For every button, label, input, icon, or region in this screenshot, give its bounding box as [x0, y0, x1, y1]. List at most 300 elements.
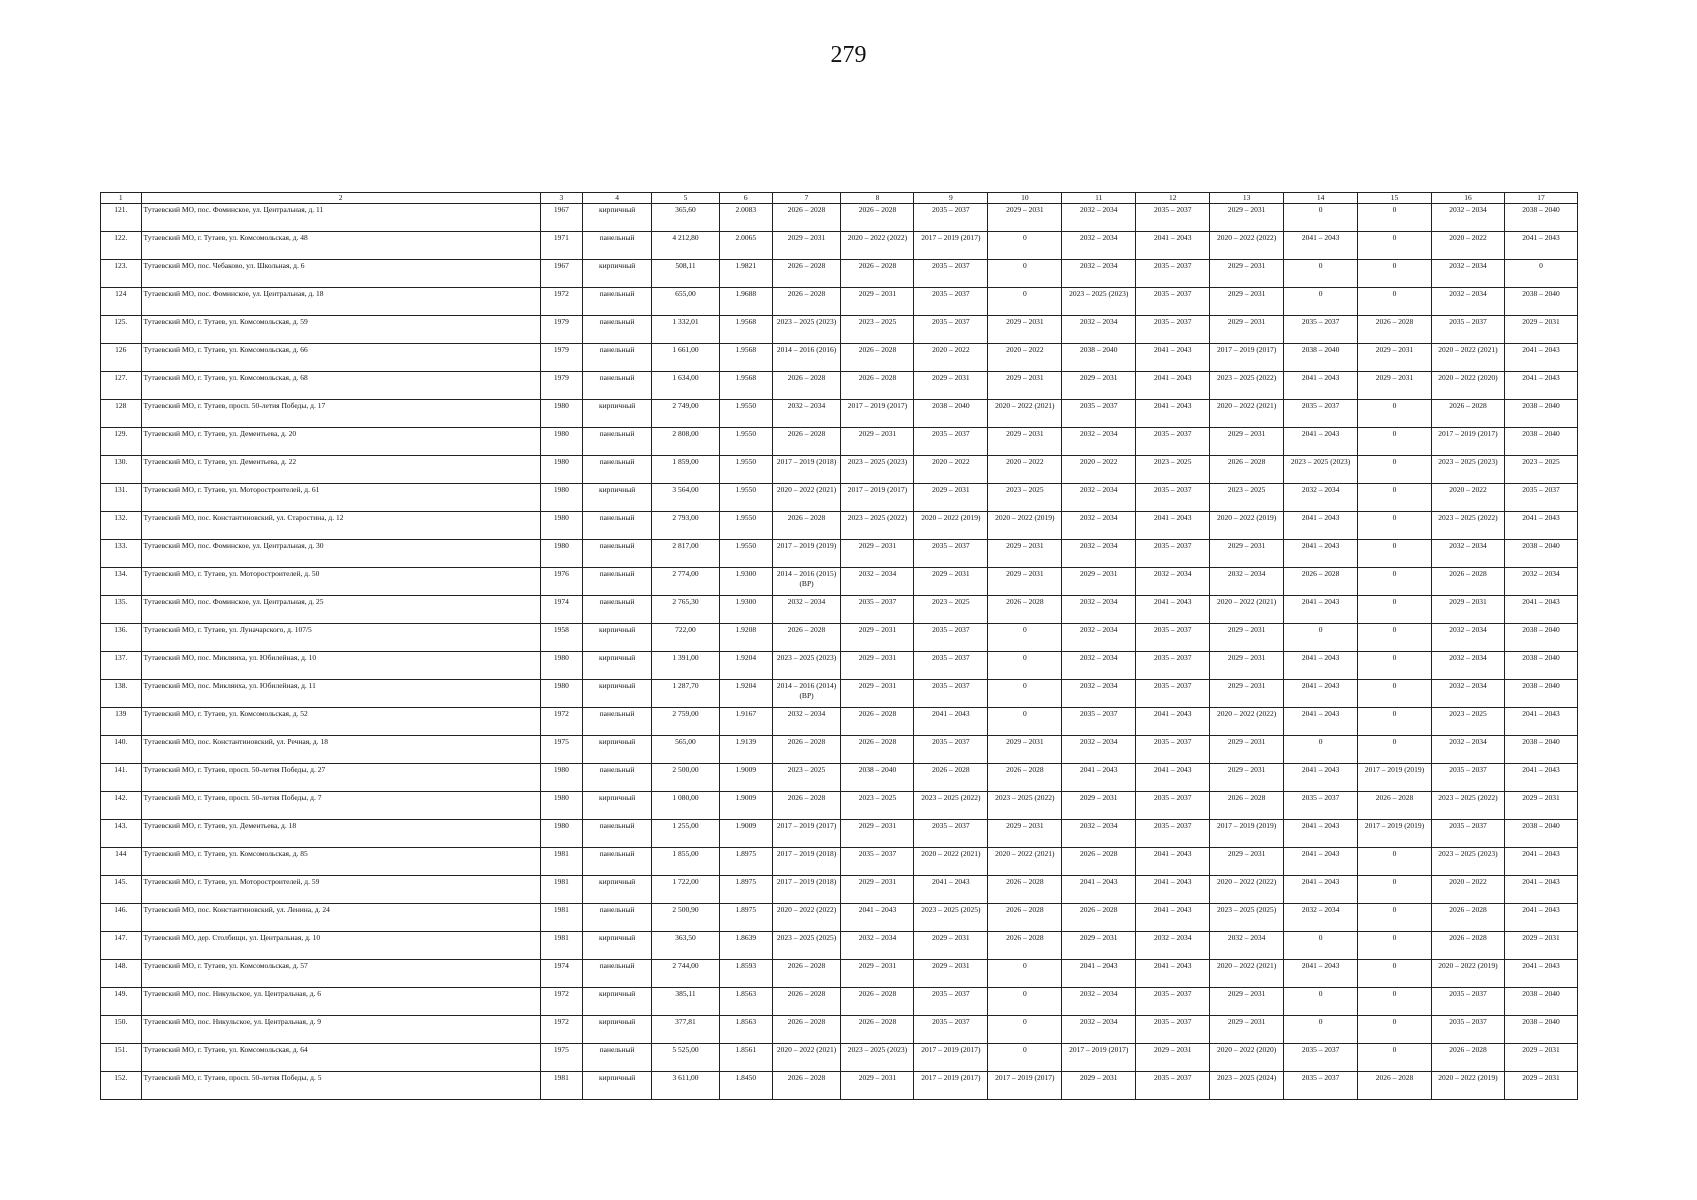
table-cell: 0: [988, 680, 1062, 708]
address-cell: Тутаевский МО, пос. Фоминское, ул. Центральная, д. 25: [141, 596, 540, 624]
table-cell: 0: [1358, 960, 1432, 988]
table-cell: 2032 – 2034: [1062, 512, 1136, 540]
table-cell: 1 634,00: [652, 372, 720, 400]
table-cell: 2041 – 2043: [1284, 764, 1358, 792]
table-cell: 2035 – 2037: [1136, 204, 1210, 232]
table-cell: панельный: [583, 596, 652, 624]
table-cell: 2029 – 2031: [1210, 988, 1284, 1016]
table-cell: 2035 – 2037: [1284, 316, 1358, 344]
table-row: [101, 680, 1578, 708]
table-cell: 2041 – 2043: [1062, 960, 1136, 988]
table-cell: 2026 – 2028: [772, 512, 841, 540]
table-cell: 1.9550: [719, 456, 772, 484]
table-cell: 2029 – 2031: [1358, 372, 1432, 400]
table-cell: 2035 – 2037: [1136, 288, 1210, 316]
table-row: [101, 960, 1578, 988]
table-cell: 2026 – 2028: [988, 876, 1062, 904]
table-cell: 4 212,80: [652, 232, 720, 260]
table-cell: кирпичный: [583, 736, 652, 764]
table-cell: 2023 – 2025 (2022): [1431, 792, 1504, 820]
table-cell: 134.: [101, 568, 142, 596]
table-row: [101, 1044, 1578, 1072]
address-cell: Тутаевский МО, пос. Фоминское, ул. Центральная, д. 30: [141, 540, 540, 568]
table-row: [101, 1072, 1578, 1100]
table-cell: 1.9550: [719, 428, 772, 456]
table-cell: 2 765,30: [652, 596, 720, 624]
table-cell: 125.: [101, 316, 142, 344]
table-cell: 2014 – 2016 (2016): [772, 344, 841, 372]
table-cell: 1.9568: [719, 316, 772, 344]
table-cell: 2023 – 2025 (2022): [1210, 372, 1284, 400]
table-cell: 2026 – 2028: [772, 1016, 841, 1044]
table-cell: 2029 – 2031: [988, 820, 1062, 848]
table-cell: 1.8563: [719, 988, 772, 1016]
table-cell: 0: [1358, 484, 1432, 512]
table-cell: 1.9204: [719, 652, 772, 680]
table-row: [101, 708, 1578, 736]
table-cell: 2041 – 2043: [1284, 372, 1358, 400]
table-cell: 2026 – 2028: [841, 204, 914, 232]
table-cell: 2020 – 2022: [1062, 456, 1136, 484]
table-cell: 2029 – 2031: [841, 428, 914, 456]
table-cell: 2035 – 2037: [914, 316, 988, 344]
table-cell: 2041 – 2043: [1504, 344, 1577, 372]
table-cell: 2041 – 2043: [1504, 848, 1577, 876]
table-cell: 2029 – 2031: [1062, 568, 1136, 596]
table-cell: 2032 – 2034: [1431, 260, 1504, 288]
table-cell: 2032 – 2034: [1062, 484, 1136, 512]
table-cell: 0: [1358, 624, 1432, 652]
address-cell: Тутаевский МО, пос. Микляиха, ул. Юбилейная, д. 11: [141, 680, 540, 708]
table-cell: 2038 – 2040: [1504, 400, 1577, 428]
table-cell: 2035 – 2037: [1431, 820, 1504, 848]
table-cell: 2017 – 2019 (2017): [841, 484, 914, 512]
address-cell: Тутаевский МО, дер. Столбищи, ул. Центральная, д. 10: [141, 932, 540, 960]
table-row: [101, 540, 1578, 568]
table-cell: панельный: [583, 764, 652, 792]
table-cell: 2.0083: [719, 204, 772, 232]
table-cell: 1972: [540, 988, 583, 1016]
table-cell: 1979: [540, 344, 583, 372]
table-cell: 2035 – 2037: [1431, 988, 1504, 1016]
table-cell: 1.9300: [719, 568, 772, 596]
address-cell: Тутаевский МО, пос. Константиновский, ул. Ленина, д. 24: [141, 904, 540, 932]
table-cell: 142.: [101, 792, 142, 820]
table-cell: 2026 – 2028: [772, 1072, 841, 1100]
table-cell: 2041 – 2043: [1504, 596, 1577, 624]
table-cell: 2023 – 2025 (2022): [914, 792, 988, 820]
table-cell: 2023 – 2025 (2025): [1210, 904, 1284, 932]
table-cell: 0: [988, 1044, 1062, 1072]
table-cell: 2023 – 2025: [914, 596, 988, 624]
column-header: 1: [101, 193, 142, 204]
table-cell: 127.: [101, 372, 142, 400]
table-cell: 2029 – 2031: [1210, 540, 1284, 568]
table-cell: 2020 – 2022 (2021): [914, 848, 988, 876]
table-cell: 2020 – 2022 (2019): [1431, 1072, 1504, 1100]
table-cell: 2020 – 2022 (2022): [1210, 876, 1284, 904]
address-cell: Тутаевский МО, г. Тутаев, ул. Комсомольская, д. 48: [141, 232, 540, 260]
table-cell: 2041 – 2043: [1504, 708, 1577, 736]
table-cell: 148.: [101, 960, 142, 988]
table-cell: 0: [1358, 708, 1432, 736]
table-cell: 152.: [101, 1072, 142, 1100]
table-cell: 146.: [101, 904, 142, 932]
table-cell: 2038 – 2040: [1504, 988, 1577, 1016]
table-cell: 1.8639: [719, 932, 772, 960]
table-cell: 1.9300: [719, 596, 772, 624]
table-cell: 0: [988, 260, 1062, 288]
table-cell: 1.9167: [719, 708, 772, 736]
table-cell: 2 749,00: [652, 400, 720, 428]
table-cell: 2041 – 2043: [1504, 764, 1577, 792]
table-cell: 2032 – 2034: [1431, 652, 1504, 680]
table-cell: 2041 – 2043: [1136, 372, 1210, 400]
column-header: 4: [583, 193, 652, 204]
table-cell: 2029 – 2031: [988, 316, 1062, 344]
table-cell: 2017 – 2019 (2017): [1062, 1044, 1136, 1072]
table-row: [101, 904, 1578, 932]
table-cell: 2017 – 2019 (2017): [841, 400, 914, 428]
table-cell: 2026 – 2028: [772, 288, 841, 316]
address-cell: Тутаевский МО, г. Тутаев, ул. Комсомольская, д. 85: [141, 848, 540, 876]
table-cell: 1975: [540, 736, 583, 764]
table-cell: 2041 – 2043: [914, 708, 988, 736]
table-cell: 2029 – 2031: [841, 540, 914, 568]
table-cell: 2032 – 2034: [1062, 1016, 1136, 1044]
table-cell: 2020 – 2022: [1431, 232, 1504, 260]
table-cell: 2023 – 2025 (2023): [841, 1044, 914, 1072]
table-cell: 2035 – 2037: [1504, 484, 1577, 512]
table-cell: 2032 – 2034: [1431, 624, 1504, 652]
table-cell: 2035 – 2037: [1136, 680, 1210, 708]
table-cell: 2020 – 2022 (2021): [1210, 400, 1284, 428]
table-row: [101, 1016, 1578, 1044]
table-cell: 1.9568: [719, 344, 772, 372]
table-cell: 2026 – 2028: [1062, 848, 1136, 876]
table-cell: 1980: [540, 540, 583, 568]
table-cell: 1981: [540, 1072, 583, 1100]
table-cell: 0: [1284, 624, 1358, 652]
address-cell: Тутаевский МО, г. Тутаев, просп. 50-летия Победы, д. 5: [141, 1072, 540, 1100]
table-cell: кирпичный: [583, 680, 652, 708]
table-cell: 129.: [101, 428, 142, 456]
table-cell: 565,00: [652, 736, 720, 764]
table-cell: 2041 – 2043: [1284, 708, 1358, 736]
table-cell: 2029 – 2031: [988, 540, 1062, 568]
table-cell: 2032 – 2034: [1062, 540, 1136, 568]
table-cell: 2020 – 2022 (2021): [988, 400, 1062, 428]
table-cell: 2023 – 2025: [841, 316, 914, 344]
table-cell: 2041 – 2043: [1504, 232, 1577, 260]
table-cell: 0: [988, 1016, 1062, 1044]
table-cell: 2035 – 2037: [1136, 316, 1210, 344]
table-cell: 2020 – 2022 (2021): [772, 1044, 841, 1072]
table-cell: 2029 – 2031: [1210, 624, 1284, 652]
column-header: 16: [1431, 193, 1504, 204]
table-cell: 2023 – 2025 (2025): [914, 904, 988, 932]
table-cell: 0: [988, 988, 1062, 1016]
table-cell: 2035 – 2037: [914, 428, 988, 456]
table-cell: 0: [1358, 456, 1432, 484]
table-cell: 2032 – 2034: [1062, 680, 1136, 708]
table-cell: 1981: [540, 932, 583, 960]
table-cell: 2026 – 2028: [841, 372, 914, 400]
table-cell: 0: [1284, 932, 1358, 960]
table-cell: 2020 – 2022 (2022): [841, 232, 914, 260]
table-cell: 2038 – 2040: [1284, 344, 1358, 372]
table-row: [101, 400, 1578, 428]
table-cell: панельный: [583, 568, 652, 596]
table-row: [101, 316, 1578, 344]
table-cell: 1967: [540, 260, 583, 288]
table-cell: 1.8561: [719, 1044, 772, 1072]
table-cell: 0: [1358, 876, 1432, 904]
table-cell: 2035 – 2037: [1062, 708, 1136, 736]
table-cell: 3 611,00: [652, 1072, 720, 1100]
table-cell: 2029 – 2031: [772, 232, 841, 260]
table-cell: 1.9568: [719, 372, 772, 400]
table-cell: панельный: [583, 820, 652, 848]
table-cell: 1980: [540, 652, 583, 680]
table-cell: 130.: [101, 456, 142, 484]
table-cell: 2017 – 2019 (2017): [988, 1072, 1062, 1100]
table-cell: 2038 – 2040: [1504, 820, 1577, 848]
table-cell: 2029 – 2031: [1504, 1044, 1577, 1072]
table-cell: 2035 – 2037: [1136, 988, 1210, 1016]
table-cell: 1.9208: [719, 624, 772, 652]
table-cell: 2029 – 2031: [914, 932, 988, 960]
table-cell: 1.9009: [719, 792, 772, 820]
table-cell: 2032 – 2034: [1136, 932, 1210, 960]
table-cell: 2017 – 2019 (2018): [772, 876, 841, 904]
table-cell: 1 859,00: [652, 456, 720, 484]
table-cell: 1.8975: [719, 904, 772, 932]
table-row: [101, 876, 1578, 904]
table-cell: 2032 – 2034: [1136, 568, 1210, 596]
table-cell: 1.9204: [719, 680, 772, 708]
table-row: [101, 736, 1578, 764]
table-cell: 655,00: [652, 288, 720, 316]
table-row: [101, 288, 1578, 316]
table-cell: 2035 – 2037: [1136, 1072, 1210, 1100]
table-cell: 0: [1358, 1044, 1432, 1072]
address-cell: Тутаевский МО, пос. Никульское, ул. Центральная, д. 9: [141, 1016, 540, 1044]
table-cell: 144: [101, 848, 142, 876]
table-row: [101, 820, 1578, 848]
table-cell: 2032 – 2034: [1062, 260, 1136, 288]
table-cell: 2041 – 2043: [1136, 344, 1210, 372]
column-header: 13: [1210, 193, 1284, 204]
table-cell: 2032 – 2034: [1062, 624, 1136, 652]
table-cell: 1976: [540, 568, 583, 596]
table-cell: 1 287,70: [652, 680, 720, 708]
table-cell: 0: [1504, 260, 1577, 288]
table-cell: 0: [1358, 428, 1432, 456]
table-cell: 2035 – 2037: [914, 288, 988, 316]
table-cell: 2023 – 2025 (2023): [1431, 848, 1504, 876]
table-cell: 2029 – 2031: [841, 288, 914, 316]
table-cell: 2041 – 2043: [1136, 764, 1210, 792]
table-cell: 2020 – 2022: [1431, 484, 1504, 512]
table-cell: 2026 – 2028: [1062, 904, 1136, 932]
address-cell: Тутаевский МО, г. Тутаев, ул. Моторостроителей, д. 50: [141, 568, 540, 596]
table-cell: 2035 – 2037: [914, 1016, 988, 1044]
column-header: 11: [1062, 193, 1136, 204]
table-row: [101, 204, 1578, 232]
table-cell: 2035 – 2037: [1136, 540, 1210, 568]
table-cell: 2026 – 2028: [1210, 792, 1284, 820]
table-cell: 2041 – 2043: [1136, 400, 1210, 428]
table-cell: 2026 – 2028: [772, 428, 841, 456]
table-cell: кирпичный: [583, 932, 652, 960]
table-cell: 2029 – 2031: [914, 372, 988, 400]
table-cell: 2017 – 2019 (2017): [914, 1044, 988, 1072]
table-cell: 140.: [101, 736, 142, 764]
table-cell: 0: [1358, 736, 1432, 764]
table-cell: 2032 – 2034: [1062, 988, 1136, 1016]
table-cell: 2020 – 2022: [914, 456, 988, 484]
column-header: 5: [652, 193, 720, 204]
table-cell: 2023 – 2025: [841, 792, 914, 820]
table-row: [101, 484, 1578, 512]
address-cell: Тутаевский МО, г. Тутаев, ул. Дементьева, д. 22: [141, 456, 540, 484]
table-cell: 2032 – 2034: [1431, 288, 1504, 316]
table-cell: 2020 – 2022 (2022): [1210, 232, 1284, 260]
table-cell: 2041 – 2043: [1284, 680, 1358, 708]
table-cell: 1980: [540, 400, 583, 428]
table-cell: 2029 – 2031: [988, 568, 1062, 596]
table-cell: 2029 – 2031: [1504, 316, 1577, 344]
table-row: [101, 848, 1578, 876]
table-cell: 2035 – 2037: [1136, 1016, 1210, 1044]
table-cell: 2 500,90: [652, 904, 720, 932]
column-header: 17: [1504, 193, 1577, 204]
table-cell: 2041 – 2043: [1062, 764, 1136, 792]
table-cell: панельный: [583, 428, 652, 456]
column-header: 3: [540, 193, 583, 204]
table-cell: 2020 – 2022 (2020): [1431, 372, 1504, 400]
table-cell: 0: [1284, 1016, 1358, 1044]
table-cell: 2029 – 2031: [1210, 652, 1284, 680]
table-cell: 2023 – 2025 (2023): [841, 456, 914, 484]
table-cell: 1974: [540, 960, 583, 988]
table-cell: 2026 – 2028: [1210, 456, 1284, 484]
table-cell: 2020 – 2022 (2021): [1431, 344, 1504, 372]
table-cell: 2035 – 2037: [914, 260, 988, 288]
table-cell: 2032 – 2034: [1431, 680, 1504, 708]
table-row: [101, 568, 1578, 596]
table-cell: 2029 – 2031: [1504, 792, 1577, 820]
table-cell: панельный: [583, 232, 652, 260]
table-cell: 139: [101, 708, 142, 736]
table-cell: 2026 – 2028: [1358, 792, 1432, 820]
table-cell: 149.: [101, 988, 142, 1016]
table-cell: 0: [1358, 288, 1432, 316]
table-cell: 2032 – 2034: [1062, 736, 1136, 764]
table-cell: 2023 – 2025 (2023): [772, 316, 841, 344]
table-cell: 2023 – 2025: [1136, 456, 1210, 484]
table-cell: 2035 – 2037: [1062, 400, 1136, 428]
table-cell: панельный: [583, 960, 652, 988]
table-cell: 133.: [101, 540, 142, 568]
table-cell: 1980: [540, 484, 583, 512]
table-row: [101, 428, 1578, 456]
table-cell: 2026 – 2028: [988, 764, 1062, 792]
table-cell: 2035 – 2037: [1136, 484, 1210, 512]
address-cell: Тутаевский МО, г. Тутаев, ул. Комсомольская, д. 52: [141, 708, 540, 736]
table-cell: 1 391,00: [652, 652, 720, 680]
table-cell: 2029 – 2031: [841, 876, 914, 904]
table-cell: 0: [1358, 988, 1432, 1016]
table-cell: панельный: [583, 372, 652, 400]
table-cell: кирпичный: [583, 624, 652, 652]
address-cell: Тутаевский МО, г. Тутаев, просп. 50-летия Победы, д. 17: [141, 400, 540, 428]
table-cell: 722,00: [652, 624, 720, 652]
table-cell: 2032 – 2034: [1431, 204, 1504, 232]
table-cell: 2038 – 2040: [1504, 680, 1577, 708]
table-cell: 0: [988, 288, 1062, 316]
table-cell: 2023 – 2025: [988, 484, 1062, 512]
table-cell: 2035 – 2037: [1136, 792, 1210, 820]
table-cell: 2032 – 2034: [1062, 596, 1136, 624]
table-cell: 2026 – 2028: [914, 764, 988, 792]
table-cell: панельный: [583, 512, 652, 540]
table-cell: 2017 – 2019 (2017): [914, 1072, 988, 1100]
address-cell: Тутаевский МО, пос. Константиновский, ул. Старостина, д. 12: [141, 512, 540, 540]
table-cell: 2017 – 2019 (2018): [772, 848, 841, 876]
table-cell: 0: [1358, 680, 1432, 708]
table-cell: 2023 – 2025 (2023): [1431, 456, 1504, 484]
table-row: [101, 764, 1578, 792]
column-header: 2: [141, 193, 540, 204]
table-cell: 2035 – 2037: [1136, 428, 1210, 456]
table-cell: 2026 – 2028: [772, 204, 841, 232]
table-cell: 2029 – 2031: [1136, 1044, 1210, 1072]
table-cell: 1972: [540, 288, 583, 316]
table-cell: 0: [1284, 288, 1358, 316]
table-cell: 2032 – 2034: [1062, 232, 1136, 260]
header-row: [101, 193, 1578, 204]
table-cell: 2 793,00: [652, 512, 720, 540]
table-cell: 123.: [101, 260, 142, 288]
table-cell: 128: [101, 400, 142, 428]
table-cell: кирпичный: [583, 1016, 652, 1044]
table-cell: 1967: [540, 204, 583, 232]
address-cell: Тутаевский МО, г. Тутаев, просп. 50-летия Победы, д. 7: [141, 792, 540, 820]
table-cell: 2041 – 2043: [1136, 848, 1210, 876]
table-cell: 132.: [101, 512, 142, 540]
table-cell: 2035 – 2037: [1431, 764, 1504, 792]
table-cell: 377,81: [652, 1016, 720, 1044]
table-cell: 2038 – 2040: [1504, 652, 1577, 680]
column-header: 6: [719, 193, 772, 204]
table-cell: 2029 – 2031: [1210, 288, 1284, 316]
table-cell: 1.9688: [719, 288, 772, 316]
table-cell: 0: [1358, 540, 1432, 568]
table-cell: 2035 – 2037: [1431, 316, 1504, 344]
table-row: [101, 596, 1578, 624]
address-cell: Тутаевский МО, г. Тутаев, ул. Комсомольская, д. 57: [141, 960, 540, 988]
table-cell: 2029 – 2031: [1210, 428, 1284, 456]
table-cell: 2020 – 2022: [914, 344, 988, 372]
table-cell: 1972: [540, 708, 583, 736]
table-cell: 2041 – 2043: [1504, 904, 1577, 932]
address-cell: Тутаевский МО, г. Тутаев, ул. Комсомольская, д. 64: [141, 1044, 540, 1072]
column-header: 8: [841, 193, 914, 204]
table-cell: 2032 – 2034: [841, 932, 914, 960]
table-cell: 2020 – 2022 (2022): [772, 904, 841, 932]
